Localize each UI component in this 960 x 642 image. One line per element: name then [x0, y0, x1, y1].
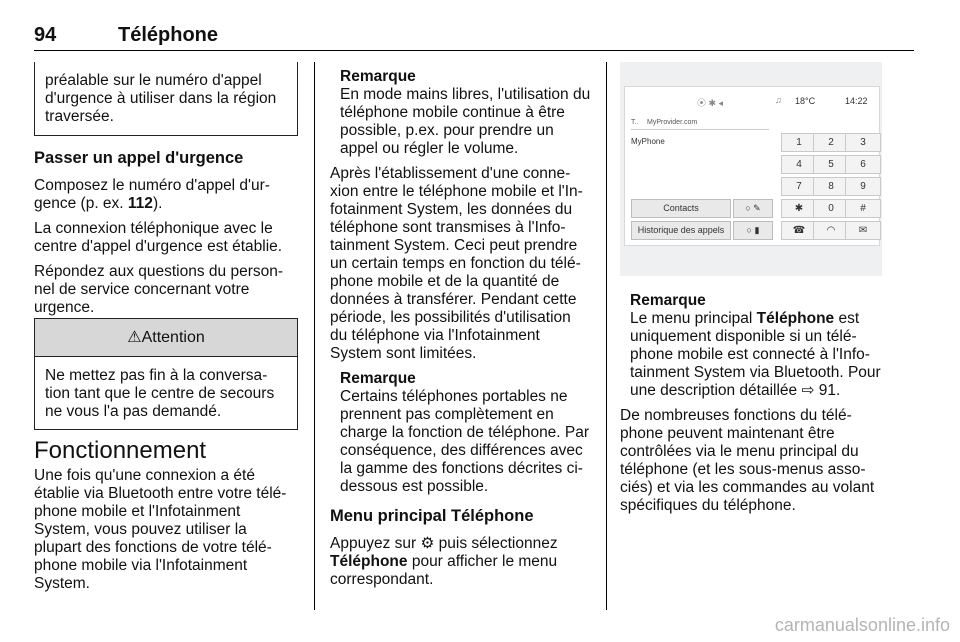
paragraph-line: ciés) et via les commandes au volant: [620, 479, 875, 496]
watermark: carmanualsonline.info: [774, 615, 950, 635]
warning-title: Attention: [141, 329, 205, 346]
voicemail-icon[interactable]: ✉: [845, 221, 881, 240]
paragraph-line: du téléphone via l'Infotainment: [330, 327, 540, 344]
note-text: phone mobile est connecté à l'Info-: [630, 346, 870, 363]
paragraph-line: gence (p. ex.: [34, 195, 128, 212]
paragraph-line: Une fois qu'une connexion a été: [34, 467, 255, 484]
key-2[interactable]: 2: [813, 133, 849, 152]
paragraph-line: System, vous pouvez utiliser la: [34, 521, 247, 538]
key-6[interactable]: 6: [845, 155, 881, 174]
section-heading: Passer un appel d'urgence: [34, 149, 244, 167]
call-icon[interactable]: ☎: [781, 221, 817, 240]
paragraph-line: phone mobile et de la quantité de: [330, 273, 560, 290]
page-reference[interactable]: 91.: [818, 382, 841, 399]
page-header: [34, 24, 914, 50]
key-1[interactable]: 1: [781, 133, 817, 152]
section-title: Fonctionnement: [34, 437, 207, 464]
paragraph-line: téléphone (et les sous-menus asso-: [620, 461, 866, 478]
page-reference: 112: [127, 195, 153, 212]
paragraph-line: pour afficher le menu: [407, 553, 558, 570]
note-text: dessous est possible.: [340, 478, 489, 495]
paragraph-line: période, les possibilités d'utilisation: [330, 309, 571, 326]
paragraph-line: System.: [34, 575, 90, 592]
paragraph-line: nel de service concernant votre: [34, 281, 250, 298]
home-icon: ⚙: [420, 535, 435, 552]
section-heading: Menu principal Téléphone: [330, 507, 534, 525]
note-title: Remarque: [340, 370, 416, 387]
note-text: uniquement disponible si un télé-: [630, 328, 857, 345]
note-text: charge la fonction de téléphone. Par: [340, 424, 590, 441]
menu-term: Téléphone: [756, 310, 835, 327]
warning-icon: ⚠: [127, 329, 142, 346]
call-history-button[interactable]: Historique des appels: [631, 221, 731, 240]
note-text: conséquence, des différences avec: [340, 442, 583, 459]
key-7[interactable]: 7: [781, 177, 817, 196]
note-text: Le menu principal: [630, 310, 757, 327]
note-text: téléphone mobile continue à être: [340, 104, 565, 121]
paragraph-line: phone mobile via l'Infotainment: [34, 557, 248, 574]
key-hash[interactable]: #: [845, 199, 881, 218]
column-divider: [314, 62, 315, 610]
temperature-readout: 18°C: [795, 96, 816, 106]
paragraph-line: Après l'établissement d'une conne-: [330, 165, 571, 182]
speaker-icon[interactable]: ○ ▮: [733, 221, 773, 240]
signal-icon: T..: [631, 119, 639, 126]
paragraph-line: urgence.: [34, 299, 95, 316]
note-text: appel ou régler le volume.: [340, 140, 519, 157]
paragraph-line: phone mobile et l'Infotainment: [34, 503, 241, 520]
warning-box: [34, 318, 298, 430]
hangup-icon[interactable]: ◠: [813, 221, 849, 240]
note-text: une description détaillée: [630, 382, 802, 399]
paragraph-line: fotainment System, les données du: [330, 201, 573, 218]
note-text: est: [834, 310, 860, 327]
divider: [631, 129, 769, 130]
paragraph-line: System sont limitées.: [330, 345, 477, 362]
box-text: préalable sur le numéro d'appel: [45, 72, 262, 89]
warning-text: tion tant que le centre de secours: [45, 385, 275, 402]
key-4[interactable]: 4: [781, 155, 817, 174]
mute-icon[interactable]: ○ ✎: [733, 199, 773, 218]
note-text: prennent pas complètement en: [340, 406, 554, 423]
paragraph-line: ).: [152, 195, 163, 212]
paragraph-line: établie via Bluetooth entre votre télé-: [34, 485, 287, 502]
provider-name: MyProvider.com: [647, 119, 698, 126]
box-text: traversée.: [45, 108, 114, 125]
arrow-ref-icon: ⇨: [801, 382, 815, 399]
warning-text: Ne mettez pas fin à la conversa-: [45, 367, 268, 384]
paragraph-line: La connexion téléphonique avec le: [34, 220, 273, 237]
note-title: Remarque: [340, 68, 416, 85]
paragraph-line: téléphone sont transmises à l'Info-: [330, 219, 566, 236]
column-divider: [606, 62, 607, 610]
page-number: 94: [34, 24, 57, 46]
paragraph-line: spécifiques du téléphone.: [620, 497, 796, 514]
paragraph-line: tainment System. Ceci peut prendre: [330, 237, 578, 254]
note-text: Certains téléphones portables ne: [340, 388, 568, 405]
warning-text: ne vous l'a pas demandé.: [45, 403, 222, 420]
paragraph-line: données à transférer. Pendant cette: [330, 291, 577, 308]
box-text: d'urgence à utiliser dans la région: [45, 90, 277, 107]
paragraph-line: puis sélectionnez: [434, 535, 558, 552]
paragraph-line: centre d'appel d'urgence est établie.: [34, 238, 283, 255]
continued-box: [34, 62, 298, 136]
clock-readout: 14:22: [845, 96, 868, 106]
paragraph-line: contrôlées via le menu principal du: [620, 443, 859, 460]
contacts-button[interactable]: Contacts: [631, 199, 731, 218]
page-title: Téléphone: [118, 24, 219, 46]
note-text: possible, p.ex. pour prendre un: [340, 122, 554, 139]
infotainment-screen: [624, 86, 880, 246]
key-0[interactable]: 0: [813, 199, 849, 218]
note-text: la gamme des fonctions décrites ci-: [340, 460, 583, 477]
header-rule: [34, 50, 914, 51]
key-3[interactable]: 3: [845, 133, 881, 152]
status-icons: ⦿ ✱ ◂: [697, 98, 724, 108]
paragraph-line: xion entre le téléphone mobile et l'In-: [330, 183, 583, 200]
paragraph-line: phone peuvent maintenant être: [620, 425, 835, 442]
warning-header: [35, 319, 297, 357]
key-9[interactable]: 9: [845, 177, 881, 196]
note-title: Remarque: [630, 292, 706, 309]
paragraph-line: plupart des fonctions de votre télé-: [34, 539, 272, 556]
key-8[interactable]: 8: [813, 177, 849, 196]
paragraph-line: Appuyez sur: [330, 535, 421, 552]
paragraph-line: Composez le numéro d'appel d'ur-: [34, 177, 270, 194]
paragraph-line: un certain temps en fonction du télé-: [330, 255, 581, 272]
note-text: tainment System via Bluetooth. Pour: [630, 364, 881, 381]
phone-name: MyPhone: [631, 137, 665, 146]
music-icon: ♫: [775, 95, 782, 105]
paragraph-line: correspondant.: [330, 571, 434, 588]
paragraph-line: Répondez aux questions du person-: [34, 263, 284, 280]
key-5[interactable]: 5: [813, 155, 849, 174]
paragraph-line: De nombreuses fonctions du télé-: [620, 407, 852, 424]
key-star[interactable]: ✱: [781, 199, 817, 218]
note-text: En mode mains libres, l'utilisation du: [340, 86, 591, 103]
menu-term: Téléphone: [330, 553, 408, 570]
